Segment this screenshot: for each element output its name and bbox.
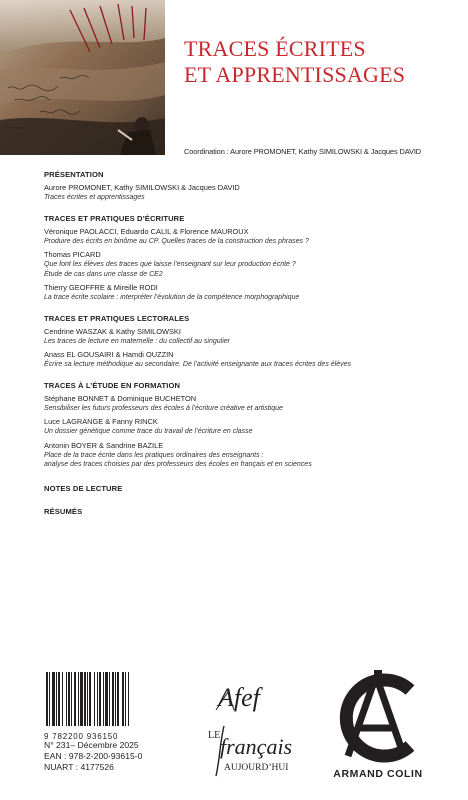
book-title	[184, 36, 454, 88]
section-ecriture	[44, 214, 444, 303]
entry-authors: Anass EL GOUSAIRI & Hamdi OUZZIN	[44, 350, 174, 359]
entry-authors: Thierry GEOFFRE & Mireille RODI	[44, 283, 158, 292]
afef-logo	[198, 680, 293, 780]
barcode-bars	[44, 672, 162, 726]
entry-authors: Luce LAGRANGE & Fanny RINCK	[44, 417, 158, 426]
entry-title: Produire des écrits en binôme au CP. Quelles traces de la construction des phrases ?	[44, 237, 309, 245]
entry-title: Écrire sa lecture méthodique au secondaire. De l’activité enseignante aux traces écrites des élèves	[44, 361, 351, 368]
afef-le: LE	[208, 730, 221, 741]
barcode	[44, 672, 162, 741]
section-title: RÉSUMÉS	[44, 506, 83, 516]
afef-aujourdhui: AUJOURD’HUI	[224, 763, 289, 773]
toc-entry	[44, 350, 444, 370]
entry-title: Sensibiliser les futurs professeurs des écoles à l’écriture créative et artistique	[44, 404, 283, 412]
entry-authors: Antonin BOYER & Sandrine BAZILE	[44, 440, 164, 450]
section-title: TRACES À L’ÉTUDE EN FORMATION	[44, 380, 181, 390]
entry-subtitle: Étude de cas dans une classe de CE2	[44, 270, 163, 278]
section-resumes	[44, 507, 444, 516]
toc-entry	[44, 441, 444, 470]
cover-photo	[0, 0, 165, 155]
section-presentation	[44, 170, 444, 203]
section-notes	[44, 484, 444, 493]
entry-authors: Stéphane BONNET & Dominique BUCHETON	[44, 393, 197, 403]
toc-entry	[44, 417, 444, 437]
section-title: NOTES DE LECTURE	[44, 483, 123, 493]
entry-title: Les traces de lecture en maternelle : du collectif au singulier	[44, 337, 230, 345]
section-title: TRACES ET PRATIQUES D’ÉCRITURE	[44, 213, 185, 223]
entry-authors: Véronique PAOLACCI, Eduardo CALIL & Florence MAUROUX	[44, 226, 249, 236]
afef-francais: français	[220, 734, 293, 759]
armand-colin-logo	[318, 668, 438, 788]
entry-title: Place de la trace écrite dans les pratiques ordinaires des enseignants :	[44, 451, 264, 459]
issue-number: N° 231– Décembre 2025	[44, 740, 139, 750]
toc-entry	[44, 394, 444, 414]
entry-title: Traces écrites et apprentissages	[44, 194, 145, 201]
title-line-1: TRACES ÉCRITES	[184, 36, 366, 61]
barcode-number: 9 782200 936150	[44, 732, 119, 741]
nuart-code: NUART : 4177526	[44, 762, 114, 772]
publication-info	[44, 740, 142, 773]
toc-entry	[44, 283, 444, 303]
entry-title: La trace écrite scolaire : interpréter l’évolution de la compétence morphographique	[44, 294, 300, 301]
entry-authors: Cendrine WASZAK & Kathy SIMILOWSKI	[44, 326, 181, 336]
section-lectorales	[44, 314, 444, 370]
ac-monogram-icon	[318, 668, 438, 766]
title-line-2: ET APPRENTISSAGES	[184, 62, 406, 87]
toc-entry	[44, 183, 444, 203]
table-of-contents	[44, 170, 444, 527]
toc-entry	[44, 327, 444, 347]
entry-title: Que font les élèves des traces que laisse l’enseignant sur leur production écrite ?	[44, 261, 296, 268]
ean-code: EAN : 978-2-200-93615-0	[44, 751, 143, 761]
afef-word: Afef	[218, 683, 260, 712]
publisher-name: ARMAND COLIN	[333, 768, 423, 780]
section-title: PRÉSENTATION	[44, 170, 104, 179]
section-title: TRACES ET PRATIQUES LECTORALES	[44, 313, 190, 323]
entry-authors: Aurore PROMONET, Kathy SIMILOWSKI & Jacques DAVID	[44, 183, 240, 192]
toc-entry	[44, 250, 444, 279]
coordination-credit: Coordination : Aurore PROMONET, Kathy SIMILOWSKI & Jacques DAVID	[184, 147, 422, 156]
entry-subtitle: analyse des traces choisies par des professeurs des écoles en français et en sciences	[44, 461, 312, 468]
entry-authors: Thomas PICARD	[44, 250, 101, 259]
toc-entry	[44, 227, 444, 247]
section-formation	[44, 381, 444, 470]
entry-title: Un dossier génétique comme trace du travail de l’écriture en classe	[44, 428, 253, 435]
